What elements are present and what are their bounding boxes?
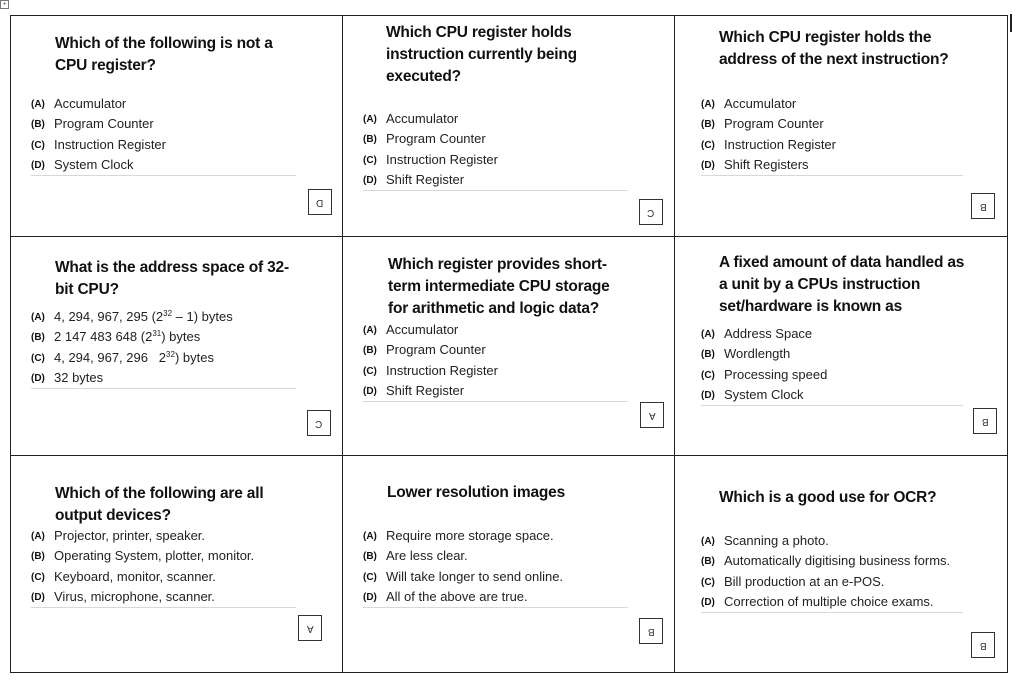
option-letter: (A) — [701, 329, 715, 340]
question-text: Which CPU register holds the address of the next instruction? — [719, 29, 949, 68]
question-text: Which of the following is not a CPU register? — [55, 35, 273, 74]
option-text: Scanning a photo. — [724, 533, 829, 548]
option-letter: (D) — [363, 385, 377, 397]
option-text: Accumulator — [386, 111, 459, 126]
option-letter: (B) — [31, 119, 45, 131]
quiz-card-4 — [11, 237, 343, 456]
option-letter: (B) — [363, 345, 377, 357]
options-list — [363, 320, 628, 402]
quiz-card-8 — [343, 456, 675, 673]
answer-letter: D — [316, 197, 324, 208]
option-letter: (A) — [31, 312, 45, 323]
option-text: Instruction Register — [386, 362, 498, 378]
answer-letter: C — [647, 207, 655, 218]
option-text: Projector, printer, speaker. — [54, 528, 206, 543]
option-letter: (A) — [701, 99, 715, 110]
option-text: Bill production at an e-POS. — [724, 573, 885, 589]
option-letter: (B) — [701, 556, 715, 568]
option-text: Instruction Register — [54, 136, 166, 152]
option-text-tail: – 1) bytes — [172, 309, 233, 324]
table-move-handle-icon[interactable]: + — [0, 0, 9, 9]
options-list — [363, 109, 628, 191]
option-d — [701, 385, 963, 405]
answer-letter: A — [648, 410, 656, 421]
option-letter: (B) — [701, 349, 715, 361]
option-d — [31, 155, 296, 175]
answer-box — [971, 193, 995, 219]
option-letter: (C) — [363, 571, 377, 583]
answer-box — [308, 189, 332, 215]
option-b — [31, 327, 296, 347]
options-list — [701, 531, 963, 613]
option-text: Are less clear. — [386, 548, 468, 564]
quiz-card-3 — [675, 16, 1008, 237]
option-a — [363, 320, 628, 340]
option-text: All of the above are true. — [386, 588, 528, 604]
text-cursor-icon — [1010, 14, 1012, 32]
option-letter: (A) — [701, 536, 715, 547]
answer-box — [973, 408, 997, 434]
option-letter: (C) — [701, 139, 715, 151]
answer-box — [307, 410, 331, 436]
answer-letter: B — [979, 640, 987, 651]
option-text: Will take longer to send online. — [386, 568, 564, 584]
options-list — [31, 94, 296, 176]
option-b — [363, 340, 628, 360]
quiz-card-9 — [675, 456, 1008, 673]
option-letter: (A) — [363, 531, 377, 542]
option-letter: (C) — [363, 154, 377, 166]
exponent: 31 — [152, 329, 162, 339]
option-letter: (D) — [701, 596, 715, 608]
answer-box — [639, 618, 663, 644]
answer-letter: B — [647, 626, 655, 637]
option-text: Require more storage space. — [386, 528, 554, 543]
option-c — [363, 567, 628, 587]
option-letter: (A) — [363, 114, 377, 125]
option-letter: (D) — [363, 174, 377, 186]
option-text-main: 4, 294, 967, 295 (2 — [54, 309, 164, 324]
question-text: Which CPU register holds instruction currently being executed? — [386, 24, 577, 85]
option-d — [363, 170, 628, 190]
question-text: What is the address space of 32-bit CPU? — [55, 259, 289, 298]
option-c — [31, 135, 296, 155]
option-c — [363, 150, 628, 170]
question-text: Which of the following are all output devices? — [55, 485, 264, 524]
question-text: Which register provides short-term intermediate CPU storage for arithmetic and logic data? — [388, 256, 610, 317]
option-text — [54, 327, 296, 347]
option-text: Operating System, plotter, monitor. — [54, 548, 255, 564]
option-letter: (D) — [701, 389, 715, 401]
option-c — [701, 135, 963, 155]
option-d — [31, 368, 296, 388]
answer-letter: A — [306, 623, 314, 634]
option-text: Processing speed — [724, 366, 828, 382]
option-text — [54, 307, 296, 327]
option-letter: (B) — [363, 551, 377, 563]
option-letter: (A) — [31, 531, 45, 542]
option-a — [31, 94, 296, 114]
option-a — [31, 526, 296, 546]
option-text: Program Counter — [386, 342, 486, 358]
option-b — [31, 546, 296, 566]
option-text-main: 32 bytes — [54, 369, 104, 385]
option-text — [54, 348, 296, 368]
option-c — [701, 572, 963, 592]
option-text: Accumulator — [386, 322, 459, 337]
option-d — [701, 592, 963, 612]
option-a — [363, 109, 628, 129]
option-letter: (D) — [31, 372, 45, 384]
option-text: Wordlength — [724, 346, 791, 362]
quiz-card-7 — [11, 456, 343, 673]
option-c — [31, 348, 296, 368]
option-text: Automatically digitising business forms. — [724, 553, 951, 569]
option-b — [701, 551, 963, 571]
option-text: Correction of multiple choice exams. — [724, 593, 934, 609]
option-text-main: 2 147 483 648 (2 — [54, 329, 153, 345]
option-a — [701, 531, 963, 551]
option-c — [31, 567, 296, 587]
option-letter: (D) — [31, 159, 45, 171]
options-list — [701, 94, 963, 176]
quiz-card-2 — [343, 16, 675, 237]
question-text: Which is a good use for OCR? — [719, 489, 937, 506]
answer-box — [971, 632, 995, 658]
option-text: System Clock — [54, 156, 134, 172]
option-c — [701, 365, 963, 385]
option-letter: (D) — [31, 591, 45, 603]
option-b — [701, 114, 963, 134]
option-letter: (C) — [31, 571, 45, 583]
option-text-main: 4, 294, 967, 296 2 — [54, 349, 167, 365]
option-letter: (C) — [701, 576, 715, 588]
option-text-tail: ) bytes — [161, 329, 201, 345]
answer-letter: C — [315, 418, 323, 429]
option-text — [54, 368, 296, 388]
option-letter: (C) — [363, 365, 377, 377]
option-a — [701, 324, 963, 344]
option-letter: (A) — [363, 325, 377, 336]
option-text: Accumulator — [724, 96, 797, 111]
quiz-card-1 — [11, 16, 343, 237]
answer-box — [298, 615, 322, 641]
options-list — [363, 526, 628, 608]
option-d — [701, 155, 963, 175]
option-c — [363, 361, 628, 381]
option-text: Address Space — [724, 326, 813, 341]
option-letter: (C) — [701, 369, 715, 381]
option-letter: (B) — [31, 551, 45, 563]
option-letter: (B) — [363, 134, 377, 146]
option-b — [701, 344, 963, 364]
options-list — [31, 307, 296, 389]
option-text: Virus, microphone, scanner. — [54, 588, 215, 604]
option-letter: (B) — [31, 332, 45, 344]
option-d — [363, 587, 628, 607]
quiz-card-5 — [343, 237, 675, 456]
option-d — [31, 587, 296, 607]
exponent: 32 — [166, 349, 175, 359]
option-a — [31, 307, 296, 327]
option-text: Instruction Register — [386, 151, 498, 167]
option-text: Accumulator — [54, 96, 127, 111]
option-text: System Clock — [724, 386, 804, 402]
option-b — [31, 114, 296, 134]
option-text: Program Counter — [386, 131, 486, 147]
answer-box — [640, 402, 664, 428]
option-text: Shift Register — [386, 382, 465, 398]
answer-box — [639, 199, 663, 225]
options-list — [701, 324, 963, 406]
option-letter: (D) — [701, 159, 715, 171]
exponent: 32 — [163, 309, 173, 318]
option-letter: (C) — [31, 352, 45, 364]
option-text: Instruction Register — [724, 136, 836, 152]
option-d — [363, 381, 628, 401]
answer-letter: B — [981, 416, 989, 427]
option-text: Shift Registers — [724, 156, 809, 172]
option-a — [701, 94, 963, 114]
answer-letter: B — [979, 201, 987, 212]
option-text: Keyboard, monitor, scanner. — [54, 568, 216, 584]
option-letter: (C) — [31, 139, 45, 151]
option-a — [363, 526, 628, 546]
quiz-card-6 — [675, 237, 1008, 456]
option-letter: (B) — [701, 119, 715, 131]
option-letter: (D) — [363, 591, 377, 603]
option-text: Shift Register — [386, 171, 465, 187]
option-text: Program Counter — [54, 116, 154, 132]
option-text-tail: ) bytes — [174, 349, 214, 365]
options-list — [31, 526, 296, 608]
quiz-card-grid — [10, 15, 1008, 673]
option-b — [363, 129, 628, 149]
option-b — [363, 546, 628, 566]
question-text: Lower resolution images — [387, 484, 565, 501]
question-text: A fixed amount of data handled as a unit by a CPUs instruction set/hardware is known as — [719, 254, 965, 315]
option-text: Program Counter — [724, 116, 824, 132]
option-letter: (A) — [31, 99, 45, 110]
